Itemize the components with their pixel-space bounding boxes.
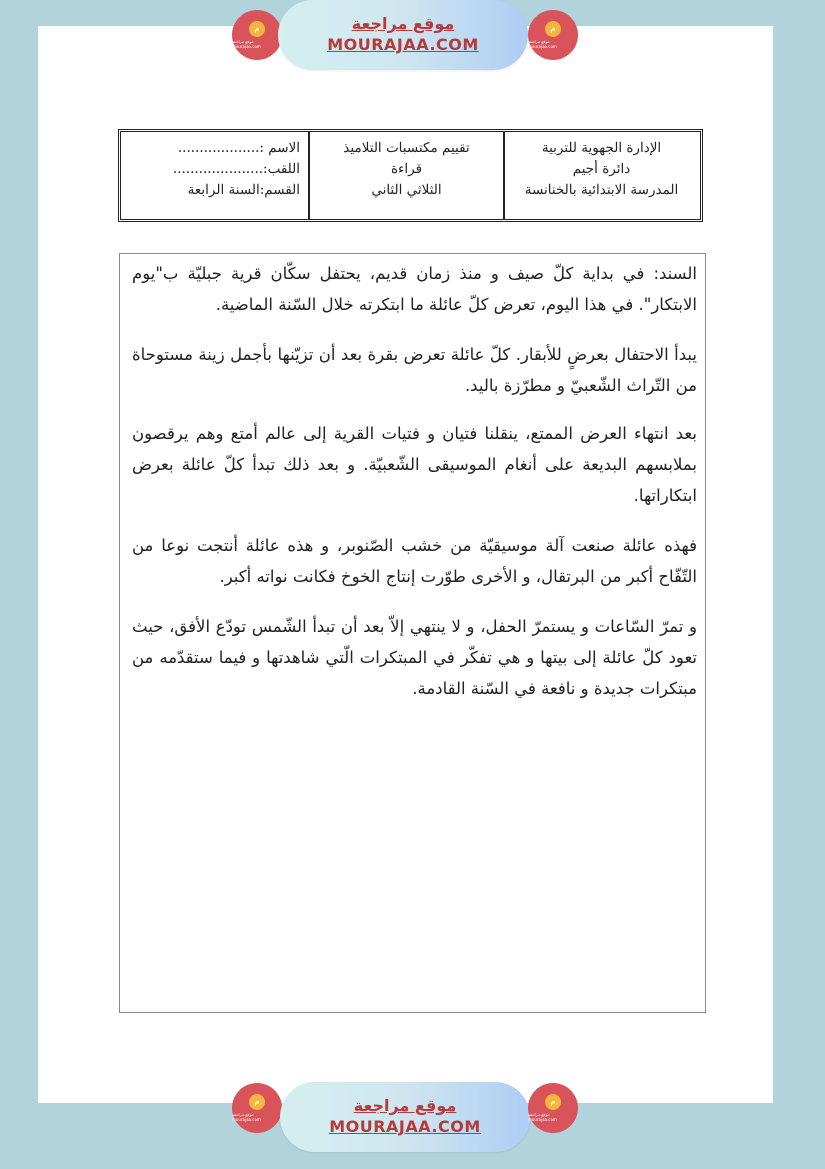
- logo-caption: موقع مراجعة mourajaa.com: [232, 1112, 261, 1122]
- logo-mark: م: [545, 21, 561, 37]
- site-logo-icon[interactable]: [232, 10, 282, 60]
- passage-paragraph-3: بعد انتهاء العرض الممتع، ينقلنا فتيان و فتيات القرية إلى عالم أمتع وهم يرقصون بملابسهم البديعة على أنغام الموسيقى الشّعبيّة. و بعد ذلك تبدأ كلّ عائلة بعرض ابتكاراتها.: [132, 424, 697, 505]
- banner-site-link[interactable]: MOURAJAA.COM: [327, 35, 479, 54]
- site-banner-bottom[interactable]: [280, 1082, 530, 1152]
- header-exam-title: تقييم مكتسبات التلاميذ: [343, 140, 470, 156]
- header-school: المدرسة الابتدائية بالخنانسة: [524, 182, 679, 198]
- reading-text-box: [119, 253, 706, 1013]
- banner-site-link[interactable]: MOURAJAA.COM: [329, 1117, 481, 1136]
- header-student-info: [121, 132, 308, 219]
- reading-passage: [120, 254, 705, 723]
- logo-mark: م: [545, 1094, 561, 1110]
- site-logo-icon[interactable]: [528, 1083, 578, 1133]
- student-surname-field: اللقب:.....................: [172, 161, 300, 177]
- passage-paragraph-1: السند: في بداية كلّ صيف و منذ زمان قديم، يحتفل سكّان قرية جبليّة ب"يوم الابتكار". في هذا اليوم، تعرض كلّ عائلة ما ابتكرته خلال السّنة الماضية.: [132, 264, 697, 314]
- logo-caption: موقع مراجعة mourajaa.com: [528, 1112, 557, 1122]
- site-logo-icon[interactable]: [528, 10, 578, 60]
- site-logo-icon[interactable]: [232, 1083, 282, 1133]
- exam-header-table: [118, 129, 703, 222]
- header-directorate: الإدارة الجهوية للتربية: [541, 140, 662, 156]
- site-banner-top[interactable]: [278, 0, 528, 70]
- header-exam-info: [308, 132, 503, 219]
- header-administration: [503, 132, 700, 219]
- header-term: الثلاثي الثاني: [371, 182, 442, 198]
- banner-arabic-title[interactable]: موقع مراجعة: [351, 14, 455, 33]
- student-class-field: القسم:السنة الرابعة: [187, 182, 300, 198]
- logo-mark: م: [249, 21, 265, 37]
- header-subject: قراءة: [390, 161, 423, 177]
- banner-arabic-title[interactable]: موقع مراجعة: [353, 1096, 457, 1115]
- logo-caption: موقع مراجعة mourajaa.com: [232, 39, 261, 49]
- student-name-field: الاسم :...................: [177, 140, 300, 156]
- passage-paragraph-4: فهذه عائلة صنعت آلة موسيقيّة من خشب الصّنوبر، و هذه عائلة أنتجت نوعا من التّفّاح أكبر من البرتقال، و الأخرى طوّرت إنتاج الخوخ فكانت نواته أكبر.: [132, 536, 697, 586]
- passage-paragraph-2: يبدأ الاحتفال بعرضٍ للأبقار. كلّ عائلة تعرض بقرة بعد أن تزيّنها بأجمل زينة مستوحاة من التّراث الشّعبيّ و مطرّزة باليد.: [132, 345, 697, 395]
- passage-paragraph-5: و تمرّ السّاعات و يستمرّ الحفل، و لا ينتهي إلاّ بعد أن تبدأ الشّمس تودّع الأفق، حيث تعود كلّ عائلة إلى بيتها و هي تفكّر في المبتكرات الّتي شاهدتها و فيما ستقدّمه من مبتكرات جديدة و نافعة في السّنة القادمة.: [132, 617, 697, 698]
- logo-caption: موقع مراجعة mourajaa.com: [528, 39, 557, 49]
- logo-mark: م: [249, 1094, 265, 1110]
- header-district: دائرة أجيم: [572, 161, 631, 177]
